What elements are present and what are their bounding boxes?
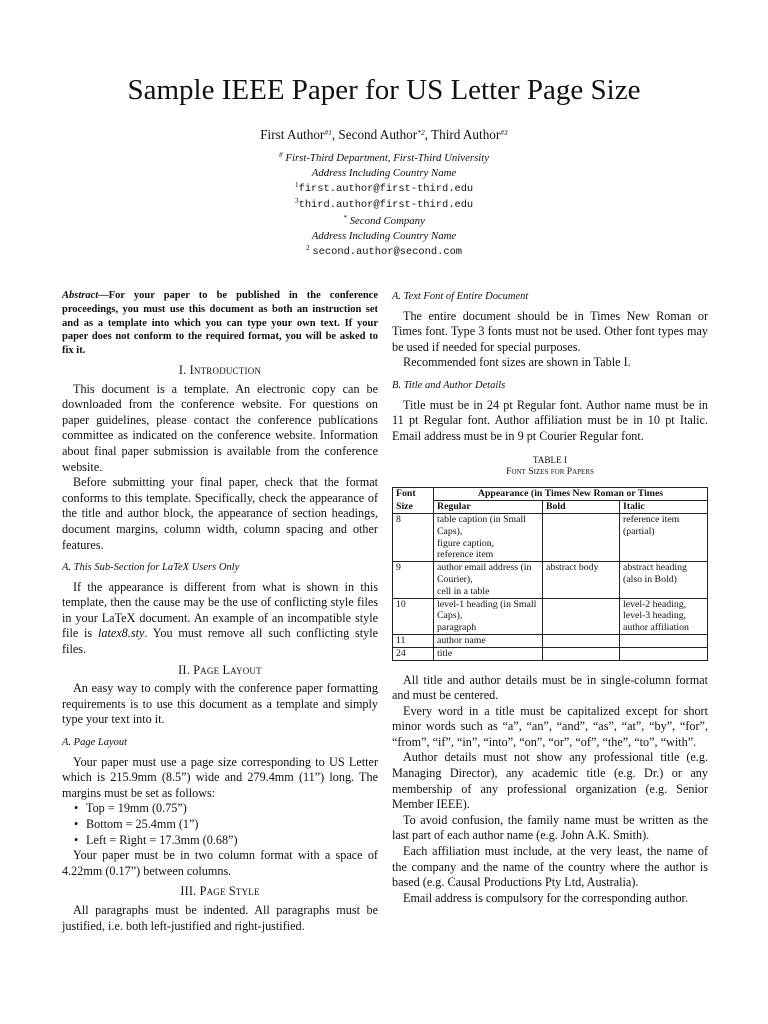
table-header-cell: Italic (620, 501, 708, 514)
paragraph: All title and author details must be in single-column format and must be centered. (392, 672, 708, 703)
author-email[interactable] (0, 244, 768, 260)
paragraph: The entire document should be in Times New Roman or Times font. Type 3 fonts must not be used. Other font types may be used if needed for special purposes. (392, 308, 708, 354)
affiliation-block-2 (0, 214, 768, 260)
section-title: Introduction (189, 362, 262, 377)
table-header-row (393, 488, 708, 501)
table-cell: level-1 heading (in Small Caps), paragraph (434, 598, 543, 634)
affiliation-company (0, 214, 768, 229)
table-cell: abstract heading (also in Bold) (620, 562, 708, 598)
section-number: II. (178, 662, 190, 677)
font-size-table (392, 487, 708, 660)
table-number: TABLE I (532, 455, 568, 466)
email-text[interactable]: third.author@first-third.edu (298, 199, 474, 211)
table-header-cell: Bold (543, 501, 620, 514)
author-name: First Author (260, 127, 325, 142)
abstract-label: Abstract (62, 290, 99, 301)
list-item: • Bottom = 25.4mm (1”) (74, 817, 378, 833)
table-row (393, 513, 708, 561)
author-separator: , (331, 127, 339, 142)
email-text[interactable]: first.author@first-third.edu (298, 183, 474, 195)
section-number: III. (180, 884, 197, 899)
author-email[interactable] (0, 181, 768, 197)
table-cell: table caption (in Small Caps), figure caption, reference item (434, 513, 543, 561)
table-header-cell: Font (393, 488, 434, 501)
table-cell: 8 (393, 513, 434, 561)
author-line (0, 127, 768, 143)
paragraph (62, 580, 378, 658)
paragraph-text: . You must remove all such conflicting style files. (62, 626, 378, 657)
author-name: Second Author (338, 127, 418, 142)
paragraph: Recommended font sizes are shown in Table I. (403, 355, 631, 370)
subsection-heading: A. Page Layout (62, 737, 128, 749)
paragraph: Before submitting your final paper, check that the format conforms to this template. Specifically, check the appearance of the title and author block, the appearance of section headings, document margins, column width, column spacing and other features. (62, 475, 378, 552)
subsection-heading: A. Text Font of Entire Document (392, 291, 529, 302)
table-row (393, 598, 708, 634)
author-superscript: #1 (324, 128, 332, 137)
email-superscript: 1 (294, 180, 299, 189)
paragraph: Your paper must use a page size corresponding to US Letter which is 215.9mm (8.5”) wide and 279.4mm (11”) long. The margins must be set as follows: (62, 754, 378, 800)
abstract (62, 289, 378, 358)
left-column (62, 289, 378, 934)
author-superscript: #3 (500, 128, 508, 137)
table-header-cell: Regular (434, 501, 543, 514)
paper-title: Sample IEEE Paper for US Letter Page Size (127, 74, 641, 106)
table-cell: 24 (393, 647, 434, 660)
author-superscript: *2 (417, 128, 425, 137)
section-title: Page Layout (193, 662, 262, 677)
table-header-cell: Size (393, 501, 434, 514)
paragraph: Email address is compulsory for the corresponding author. (403, 890, 688, 905)
affiliation-mark: # (278, 150, 283, 159)
table-caption (392, 454, 708, 478)
table-cell (543, 598, 620, 634)
table-cell (543, 634, 620, 647)
author-name: Third Author (431, 127, 501, 142)
list-item: • Top = 19mm (0.75”) (74, 801, 378, 817)
email-superscript: 3 (294, 196, 299, 205)
section-title: Page Style (199, 884, 260, 899)
table-cell: 9 (393, 562, 434, 598)
table-row (393, 634, 708, 647)
table-title: Font Sizes for Papers (506, 466, 594, 478)
table-row (393, 562, 708, 598)
paragraph: To avoid confusion, the family name must be written as the last part of each author name (e.g. John A.K. Smith). (392, 812, 708, 843)
section-heading-page-style (62, 884, 378, 900)
table-cell: 10 (393, 598, 434, 634)
margin-list (62, 801, 378, 848)
section-number: I. (178, 362, 187, 377)
paragraph: Author details must not show any professional title (e.g. Managing Director), any academic title (e.g. Dr.) or any membership of any professional organization (e.g. Senior Member IEEE). (392, 750, 708, 812)
paragraph: This document is a template. An electronic copy can be downloaded from the conference website. For questions on paper guidelines, please contact the conference publications committee as indicated on the conference website. Information about final paper submission is available from the conference website. (62, 381, 378, 474)
affiliation-name: First-Third Department, First-Third University (285, 152, 490, 164)
affiliation-address: Address Including Country Name (311, 230, 457, 242)
paragraph: An easy way to comply with the conference paper formatting requirements is to use this document as a template and simply type your text into it. (62, 681, 378, 727)
paragraph: Your paper must be in two column format with a space of 4.22mm (0.17”) between columns. (62, 848, 378, 878)
right-column (392, 289, 708, 906)
table-header-cell: Appearance (in Times New Roman or Times (434, 488, 708, 501)
table-cell (543, 647, 620, 660)
paragraph: Title must be in 24 pt Regular font. Author name must be in 11 pt Regular font. Author affiliation must be in 10 pt Italic. Email address must be in 9 pt Courier Regular font. (392, 397, 708, 443)
paragraph: All paragraphs must be indented. All paragraphs must be justified, i.e. both left-justified and right-justified. (62, 902, 378, 933)
table-cell: author email address (in Courier), cell in a table (434, 562, 543, 598)
table-cell (620, 634, 708, 647)
table-cell (620, 647, 708, 660)
table-cell: reference item (partial) (620, 513, 708, 561)
table-cell: 11 (393, 634, 434, 647)
affiliation-address: Address Including Country Name (311, 167, 457, 179)
table-cell: level-2 heading, level-3 heading, author affiliation (620, 598, 708, 634)
affiliation-block-1 (0, 151, 768, 213)
style-file-name: latex8.sty (98, 626, 145, 641)
table-header-row (393, 501, 708, 514)
subsection-heading: A. This Sub-Section for LaTeX Users Only (62, 562, 240, 574)
table-cell: title (434, 647, 543, 660)
paragraph: Every word in a title must be capitalized except for short minor words such as “a”, “an”, “and”, “as”, “at”, “by”, “for”, “from”, “if”, “in”, “into”, “on”, “or”, “of”, “the”, “to”, “with”. (392, 703, 708, 749)
table-cell: author name (434, 634, 543, 647)
paragraph: Each affiliation must include, at the very least, the name of the company and the name of the country where the author is based (e.g. Causal Productions Pty Ltd, Australia). (392, 844, 708, 890)
table-cell: abstract body (543, 562, 620, 598)
author-separator: , (424, 127, 432, 142)
email-superscript: 2 (305, 243, 310, 252)
abstract-text: —For your paper to be published in the conference proceedings, you must use this document as both an instruction set and as a template into which you can type your own text. If your paper does not conform to the required format, you will be asked to fix it. (62, 290, 378, 357)
subsection-heading: B. Title and Author Details (392, 379, 506, 391)
section-heading-introduction (62, 363, 378, 379)
email-text[interactable]: second.author@second.com (312, 246, 463, 258)
table-cell (543, 513, 620, 561)
list-item: • Left = Right = 17.3mm (0.68”) (74, 833, 378, 849)
table-row (393, 647, 708, 660)
affiliation-name: Second Company (349, 215, 425, 227)
affiliation-mark: * (343, 213, 347, 222)
paragraph-text: If the appearance is different from what is shown in this template, then the cause may be the use of conflicting style files in your LaTeX document. An example of an incompatible style file is (62, 579, 378, 641)
section-heading-page-layout (62, 663, 378, 679)
affiliation-department (0, 151, 768, 166)
author-email[interactable] (0, 197, 768, 213)
